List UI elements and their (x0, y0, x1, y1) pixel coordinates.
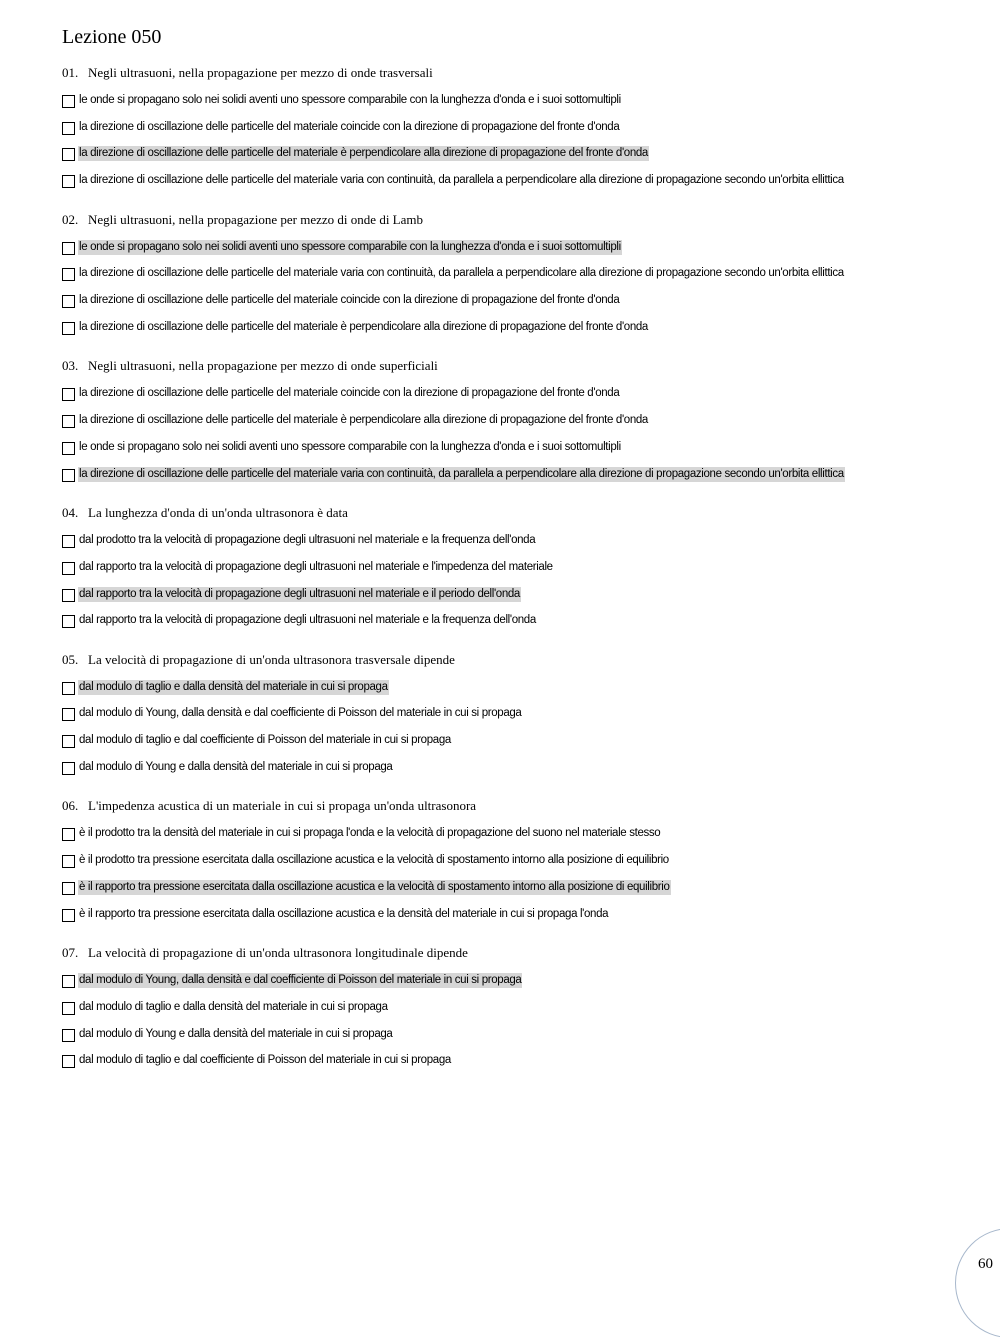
answer-option[interactable] (62, 727, 982, 754)
question-block (62, 796, 982, 943)
answer-checkbox[interactable] (62, 1029, 75, 1042)
answer-option[interactable] (62, 314, 982, 341)
answer-text: la direzione di oscillazione delle particelle del materiale coincide con la direzione di propagazione del fronte d'onda (79, 294, 620, 307)
question-number: 02. (62, 211, 79, 227)
answer-checkbox[interactable] (62, 909, 75, 922)
answer-text: dal rapporto tra la velocità di propagazione degli ultrasuoni nel materiale e l'impedenza del materiale (79, 560, 553, 573)
answer-text: dal modulo di Young e dalla densità del materiale in cui si propaga (79, 761, 393, 774)
answer-checkbox[interactable] (62, 735, 75, 748)
answer-checkbox[interactable] (62, 148, 75, 161)
answer-option-highlighted[interactable] (62, 461, 982, 488)
answer-text: è il prodotto tra la densità del materiale in cui si propaga l'onda e la velocità di propagazione del suono nel materiale stesso (79, 827, 661, 840)
question-text (62, 356, 982, 380)
answer-option[interactable] (62, 1048, 982, 1075)
answer-checkbox[interactable] (62, 535, 75, 548)
answer-checkbox[interactable] (62, 388, 75, 401)
question-text (62, 63, 982, 87)
question-prompt: Negli ultrasuoni, nella propagazione per mezzo di onde trasversali (88, 65, 433, 80)
answer-text: dal modulo di Young, dalla densità e dal coefficiente di Poisson del materiale in cui si propaga (79, 707, 522, 720)
page-title: Lezione 050 (62, 26, 162, 48)
answer-text: la direzione di oscillazione delle particelle del materiale è perpendicolare alla direzione di propagazione del fronte d'onda (79, 320, 648, 333)
question-block (62, 650, 982, 797)
answer-checkbox[interactable] (62, 1055, 75, 1068)
answer-text: le onde si propagano solo nei solidi aventi uno spessore comparabile con la lunghezza d'onda e i suoi sottomultipli (79, 93, 621, 106)
answer-checkbox[interactable] (62, 708, 75, 721)
answer-text: dal modulo di Young, dalla densità e dal coefficiente di Poisson del materiale in cui si propaga (79, 974, 522, 987)
answer-text: dal prodotto tra la velocità di propagazione degli ultrasuoni nel materiale e la frequenza dell'onda (79, 533, 536, 546)
question-number: 04. (62, 505, 79, 521)
answer-checkbox[interactable] (62, 295, 75, 308)
answer-option[interactable] (62, 554, 982, 581)
answer-text: le onde si propagano solo nei solidi aventi uno spessore comparabile con la lunghezza d'onda e i suoi sottomultipli (79, 240, 621, 253)
answer-checkbox[interactable] (62, 175, 75, 188)
answer-text: le onde si propagano solo nei solidi aventi uno spessore comparabile con la lunghezza d'onda e i suoi sottomultipli (79, 440, 621, 453)
answer-checkbox[interactable] (62, 122, 75, 135)
answer-option-highlighted[interactable] (62, 141, 982, 168)
answer-text: la direzione di oscillazione delle particelle del materiale varia con continuità, da parallela a perpendicolare alla direzione di propagazione secondo un'orbita ellittica (79, 174, 844, 187)
page-number: 60 (978, 1256, 993, 1272)
answer-checkbox[interactable] (62, 95, 75, 108)
question-text (62, 650, 982, 674)
answer-option[interactable] (62, 407, 982, 434)
answer-option[interactable] (62, 260, 982, 287)
answer-text: è il rapporto tra pressione esercitata dalla oscillazione acustica e la densità del materiale in cui si propaga l'onda (79, 907, 609, 920)
answer-checkbox[interactable] (62, 589, 75, 602)
answer-checkbox[interactable] (62, 415, 75, 428)
answer-text: la direzione di oscillazione delle particelle del materiale varia con continuità, da parallela a perpendicolare alla direzione di propagazione secondo un'orbita ellittica (79, 267, 844, 280)
question-list (62, 63, 982, 1090)
answer-checkbox[interactable] (62, 469, 75, 482)
question-number: 05. (62, 651, 79, 667)
answer-text: dal modulo di Young e dalla densità del materiale in cui si propaga (79, 1027, 393, 1040)
answer-option[interactable] (62, 287, 982, 314)
answer-option[interactable] (62, 901, 982, 928)
answer-checkbox[interactable] (62, 1002, 75, 1015)
answer-option[interactable] (62, 1021, 982, 1048)
answer-option[interactable] (62, 607, 982, 634)
question-text (62, 210, 982, 234)
answer-text: è il rapporto tra pressione esercitata dalla oscillazione acustica e la velocità di spostamento intorno alla posizione di equilibrio (79, 880, 670, 893)
answer-option-highlighted[interactable] (62, 581, 982, 608)
answer-option[interactable] (62, 434, 982, 461)
page-corner-decoration (955, 1228, 1000, 1338)
question-block (62, 503, 982, 650)
answer-checkbox[interactable] (62, 762, 75, 775)
answer-text: dal modulo di taglio e dal coefficiente di Poisson del materiale in cui si propaga (79, 1054, 451, 1067)
answer-option[interactable] (62, 701, 982, 728)
answer-text: la direzione di oscillazione delle particelle del materiale è perpendicolare alla direzione di propagazione del fronte d'onda (79, 414, 648, 427)
question-prompt: La velocità di propagazione di un'onda ultrasonora longitudinale dipende (88, 945, 468, 961)
answer-checkbox[interactable] (62, 615, 75, 628)
question-block (62, 63, 982, 210)
question-number: 07. (62, 945, 79, 961)
answer-option[interactable] (62, 527, 982, 554)
answer-checkbox[interactable] (62, 828, 75, 841)
answer-text: dal modulo di taglio e dalla densità del materiale in cui si propaga (79, 1000, 388, 1013)
question-block (62, 943, 982, 1090)
question-text (62, 796, 982, 820)
answer-option[interactable] (62, 380, 982, 407)
answer-checkbox[interactable] (62, 322, 75, 335)
answer-option-highlighted[interactable] (62, 234, 982, 261)
question-text (62, 503, 982, 527)
question-number: 03. (62, 358, 79, 374)
question-block (62, 210, 982, 357)
answer-option[interactable] (62, 167, 982, 194)
answer-option[interactable] (62, 994, 982, 1021)
answer-text: dal rapporto tra la velocità di propagazione degli ultrasuoni nel materiale e il periodo dell'onda (79, 587, 520, 600)
question-number: 06. (62, 798, 79, 814)
answer-text: dal modulo di taglio e dalla densità del materiale in cui si propaga (79, 680, 388, 693)
answer-text: è il prodotto tra pressione esercitata dalla oscillazione acustica e la velocità di spostamento intorno alla posizione di equilibrio (79, 854, 669, 867)
answer-option[interactable] (62, 754, 982, 781)
question-prompt: Negli ultrasuoni, nella propagazione per mezzo di onde di Lamb (88, 211, 423, 227)
question-prompt: La lunghezza d'onda di un'onda ultrasonora è data (88, 505, 348, 521)
question-prompt: La velocità di propagazione di un'onda ultrasonora trasversale dipende (88, 651, 455, 667)
answer-text: la direzione di oscillazione delle particelle del materiale varia con continuità, da parallela a perpendicolare alla direzione di propagazione secondo un'orbita ellittica (79, 467, 844, 480)
answer-checkbox[interactable] (62, 975, 75, 988)
answer-text: la direzione di oscillazione delle particelle del materiale coincide con la direzione di propagazione del fronte d'onda (79, 120, 620, 133)
answer-checkbox[interactable] (62, 242, 75, 255)
answer-text: la direzione di oscillazione delle particelle del materiale è perpendicolare alla direzione di propagazione del fronte d'onda (79, 147, 648, 160)
answer-checkbox[interactable] (62, 882, 75, 895)
question-block (62, 356, 982, 503)
answer-checkbox[interactable] (62, 562, 75, 575)
answer-option[interactable] (62, 114, 982, 141)
answer-option[interactable] (62, 87, 982, 114)
answer-text: la direzione di oscillazione delle particelle del materiale coincide con la direzione di propagazione del fronte d'onda (79, 387, 620, 400)
answer-checkbox[interactable] (62, 855, 75, 868)
answer-option[interactable] (62, 820, 982, 847)
answer-checkbox[interactable] (62, 442, 75, 455)
question-prompt: L'impedenza acustica di un materiale in cui si propaga un'onda ultrasonora (88, 798, 477, 814)
answer-option-highlighted[interactable] (62, 874, 982, 901)
answer-checkbox[interactable] (62, 682, 75, 695)
question-number: 01. (62, 65, 79, 80)
answer-option-highlighted[interactable] (62, 967, 982, 994)
answer-text: dal modulo di taglio e dal coefficiente di Poisson del materiale in cui si propaga (79, 734, 451, 747)
question-prompt: Negli ultrasuoni, nella propagazione per mezzo di onde superficiali (88, 358, 438, 374)
question-text (62, 943, 982, 967)
answer-checkbox[interactable] (62, 268, 75, 281)
answer-option[interactable] (62, 847, 982, 874)
answer-text: dal rapporto tra la velocità di propagazione degli ultrasuoni nel materiale e la frequenza dell'onda (79, 614, 536, 627)
answer-option-highlighted[interactable] (62, 674, 982, 701)
